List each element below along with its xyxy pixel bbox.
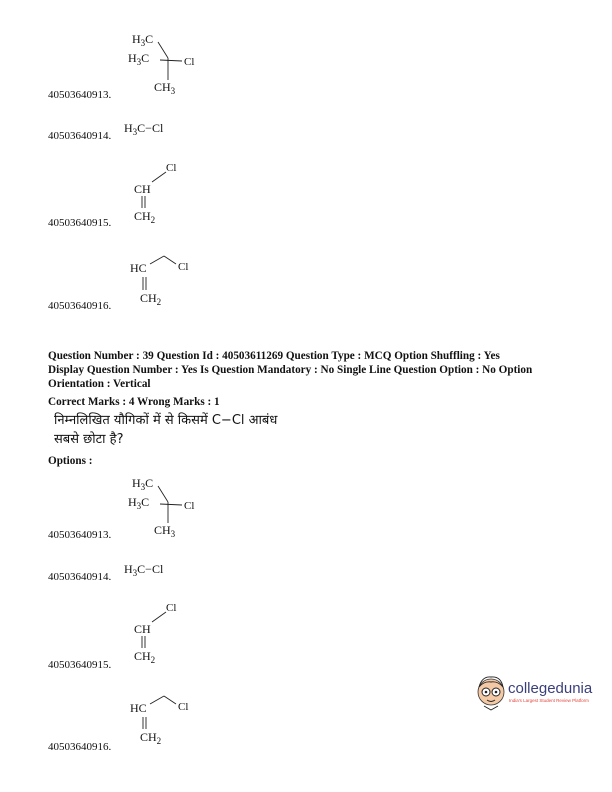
structure-methyl-chloride [124,562,163,578]
atom-label: $CH_2$ [134,209,156,225]
atom-label: $H_3C-Cl$ [124,121,164,137]
atom-label: $H_3C$ [128,495,150,511]
atom-label: $H_3C$ [132,32,154,48]
option-id: 40503640915. [48,217,112,229]
structure-tert-butyl-chloride [110,30,220,100]
atom-label: HC [130,701,147,715]
atom-label: Cl [178,261,189,273]
bond-lines [110,474,220,544]
option-id: 40503640915. [48,659,112,671]
option-id: 40503640913. [48,89,112,101]
question-meta-line: Orientation : Vertical [48,378,151,390]
option-id: 40503640916. [48,300,112,312]
bond-lines [110,30,220,100]
atom-label: CH [134,182,151,196]
option-id: 40503640913. [48,529,112,541]
atom-label: Cl [178,701,189,713]
structure-methyl-chloride [124,121,163,137]
marks-line: Correct Marks : 4 Wrong Marks : 1 [48,396,220,408]
brand-tagline: India's Largest Student Review Platform [509,698,589,703]
atom-label: Cl [166,602,177,614]
collegedunia-logo [476,672,610,714]
structure-tert-butyl-chloride [110,474,220,544]
atom-label: $CH_2$ [140,291,162,307]
question-text-line: निम्नलिखित यौगिकों में से किसमें C−Cl आबंध [54,413,278,428]
atom-label: $CH_2$ [134,649,156,665]
atom-label: $CH_3$ [154,523,176,539]
question-meta-line: Display Question Number : Yes Is Question Mandatory : No Single Line Question Option : No Option [48,364,533,376]
bond-lines [130,602,190,672]
bond-lines [128,252,208,312]
atom-label: $CH_3$ [154,80,176,96]
question-meta [48,349,588,391]
atom-label: $H_3C$ [132,476,154,492]
question-meta-line: Question Number : 39 Question Id : 40503611269 Question Type : MCQ Option Shuffling : Yes [48,350,500,362]
student-mascot-icon [476,672,506,712]
atom-label: Cl [184,500,195,512]
atom-label: $CH_2$ [140,730,162,746]
question-text [54,411,277,449]
atom-label: Cl [184,56,195,68]
option-id: 40503640914. [48,571,112,583]
structure-vinyl-chloride [130,160,190,230]
atom-label: Cl [166,162,177,174]
bond-lines [128,692,208,752]
atom-label: $H_3C$ [128,51,150,67]
bond-lines [130,160,190,230]
atom-label: $H_3C-Cl$ [124,562,164,578]
atom-label: HC [130,261,147,275]
options-label: Options : [48,455,93,467]
structure-allyl-chloride [128,252,208,312]
structure-allyl-chloride [128,692,208,752]
structure-vinyl-chloride [130,602,190,672]
atom-label: CH [134,622,151,636]
option-id: 40503640916. [48,741,112,753]
option-id: 40503640914. [48,130,112,142]
question-text-line: सबसे छोटा है? [54,432,124,447]
brand-name: collegedunia [508,680,593,697]
